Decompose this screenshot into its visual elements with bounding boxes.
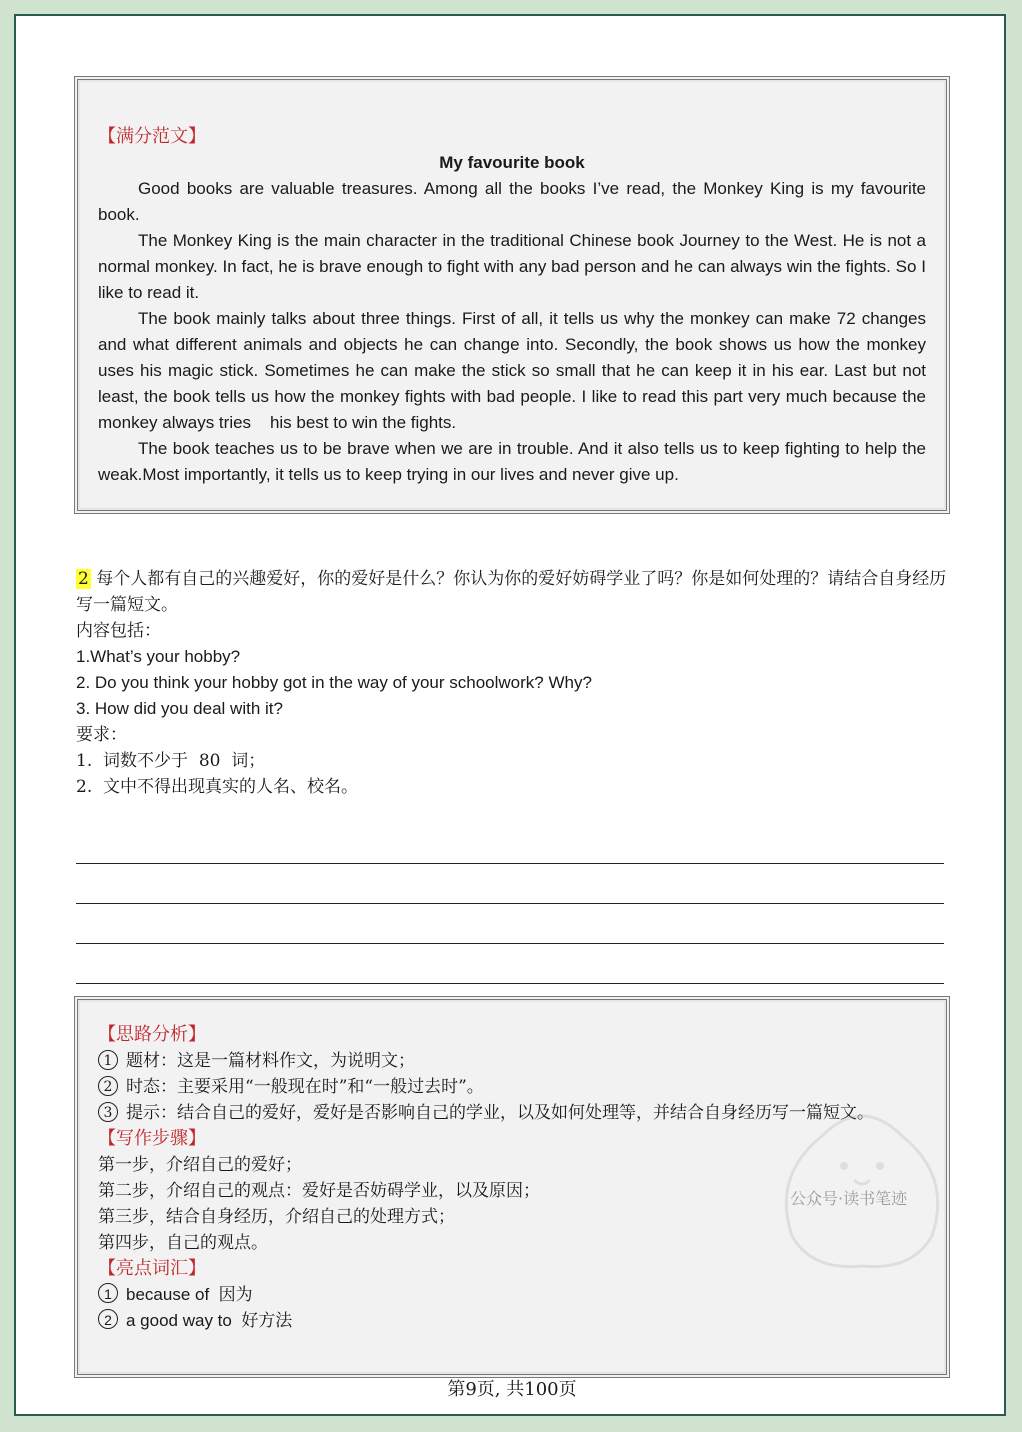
task-number: 2 xyxy=(78,569,89,589)
vocab-item xyxy=(98,1282,926,1308)
watermark-text: 公众号·读书笔迹 xyxy=(790,1189,908,1208)
question-item: 3. How did you deal with it? xyxy=(76,699,283,718)
circled-number: 1 xyxy=(98,1283,118,1303)
vocab-en: because of xyxy=(126,1285,210,1304)
vocab-item xyxy=(98,1308,926,1334)
idea-analysis-label: 【思路分析】 xyxy=(98,1024,206,1045)
answer-line[interactable] xyxy=(76,944,944,984)
circled-number: 2 xyxy=(98,1309,118,1329)
essay-paragraph: The Monkey King is the main character in the traditional Chinese book Journey to the West. He is not a normal monkey. In fact, he is brave enough to fight with any bad person and he can always win the fights. So I like to read it. xyxy=(98,231,926,302)
circled-number: 1 xyxy=(98,1050,118,1070)
question-item: 1.What’s your hobby? xyxy=(76,647,241,666)
step-item: 第一步，介绍自己的爱好； xyxy=(98,1155,302,1175)
task-prompt-text: 每个人都有自己的兴趣爱好，你的爱好是什么？你认为你的爱好妨碍学业了吗？你是如何处理的？请结合自身经历写一篇短文。 xyxy=(76,569,947,615)
essay-title: My favourite book xyxy=(439,153,585,172)
model-essay-box xyxy=(74,76,950,514)
requirement-item: 1. 词数不少于 80 词； xyxy=(76,751,266,771)
key-vocab-label: 【亮点词汇】 xyxy=(98,1258,206,1279)
circled-number: 2 xyxy=(98,1076,118,1096)
idea-item xyxy=(98,1048,926,1074)
vocab-cn: 因为 xyxy=(218,1285,253,1305)
question-item: 2. Do you think your hobby got in the way of your schoolwork? Why? xyxy=(76,673,592,692)
idea-item-text: 时态：主要采用“一般现在时”和“一般过去时”。 xyxy=(126,1077,484,1097)
answer-lines[interactable] xyxy=(76,824,944,1024)
circled-number: 3 xyxy=(98,1102,118,1122)
vocab-cn: 好方法 xyxy=(241,1311,293,1331)
answer-line[interactable] xyxy=(76,904,944,944)
writing-task xyxy=(76,566,948,800)
content-label: 内容包括： xyxy=(76,621,161,641)
vocab-en: a good way to xyxy=(126,1311,232,1330)
essay-paragraph: The book teaches us to be brave when we are in trouble. And it also tells us to keep fighting to help the weak.Most importantly, it tells us to keep trying in our lives and never give up. xyxy=(98,439,926,484)
answer-line[interactable] xyxy=(76,864,944,904)
requirement-item: 2. 文中不得出现真实的人名、校名。 xyxy=(76,777,359,797)
task-prompt xyxy=(76,566,948,618)
document-page xyxy=(14,14,1006,1416)
step-item: 第三步，结合自身经历，介绍自己的处理方式； xyxy=(98,1207,455,1227)
page-footer: 第9页, 共100页 xyxy=(447,1379,577,1400)
model-essay-label: 【满分范文】 xyxy=(98,126,206,147)
step-item: 第四步，自己的观点。 xyxy=(98,1233,268,1253)
answer-line[interactable] xyxy=(76,824,944,864)
step-item: 第二步，介绍自己的观点：爱好是否妨碍学业，以及原因； xyxy=(98,1181,540,1201)
idea-item-text: 提示：结合自己的爱好，爱好是否影响自己的学业，以及如何处理等，并结合自身经历写一篇短文。 xyxy=(126,1103,874,1123)
writing-steps-label: 【写作步骤】 xyxy=(98,1128,206,1149)
requirements-label: 要求： xyxy=(76,725,127,745)
essay-paragraph: Good books are valuable treasures. Among all the books I’ve read, the Monkey King is my favourite book. xyxy=(98,179,926,224)
essay-paragraph: The book mainly talks about three things. First of all, it tells us why the monkey can make 72 changes and what different animals and objects he can change into. Secondly, the book shows us how the monkey uses his magic stick. Sometimes he can make the stick so small that he can keep it in his ear. Last but not least, the book tells us how the monkey fights with bad people. I like to read this part very much because the monkey always tries his best to win the fights. xyxy=(98,309,931,432)
idea-item-text: 题材：这是一篇材料作文，为说明文； xyxy=(126,1051,415,1071)
